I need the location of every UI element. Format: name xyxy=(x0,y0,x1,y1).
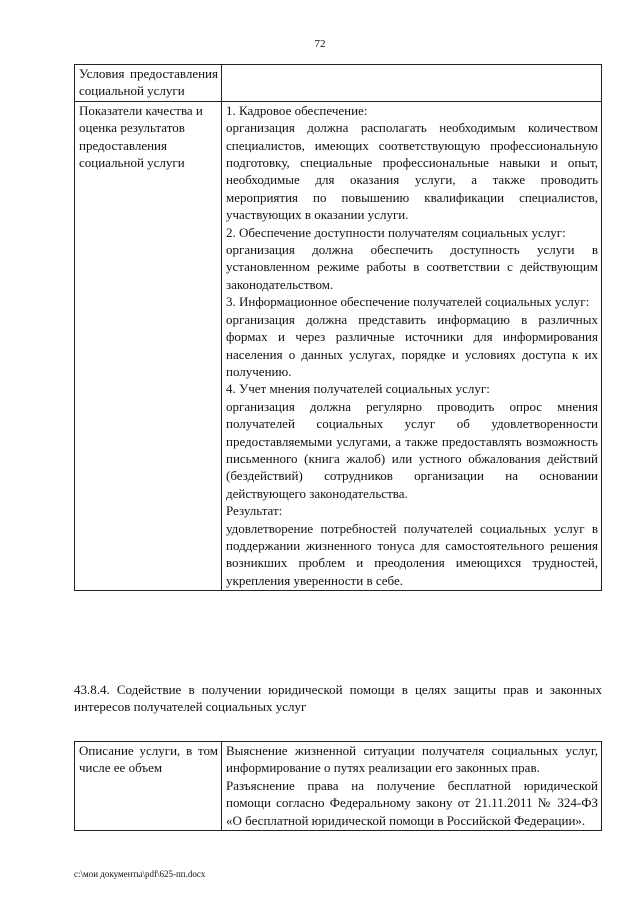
table-row xyxy=(75,101,602,590)
quality-indicators-content xyxy=(222,101,602,590)
quality-indicators-label: Показатели качества и оценка результатов предоставления социальной услуги xyxy=(75,101,222,590)
service-description-content xyxy=(222,742,602,831)
staffing-heading: 1. Кадровое обеспечение: xyxy=(226,102,368,118)
table-row xyxy=(75,65,602,102)
table-row xyxy=(75,742,602,831)
result-heading: Результат: xyxy=(226,503,283,519)
feedback-text: организация должна регулярно проводить опрос мнения получателей социальных услуг об удовлетворенности предоставляемыми услугами, а также предоставлять возможность письменного (книга жалоб) или устного обжалования действий (бездействий) сотрудников организации на основании действующего законодательства. xyxy=(226,398,598,501)
feedback-heading: 4. Учет мнения получателей социальных услуг: xyxy=(226,381,490,397)
conditions-label: Условия предоставления социальной услуги xyxy=(75,65,222,102)
service-table-conditions xyxy=(74,64,602,591)
accessibility-text: организация должна обеспечить доступность услуги в установленном режиме работы в соответствии с действующим законодательством. xyxy=(226,242,598,292)
file-path-footer: c:\мои документы\pdf\625-пп.docx xyxy=(74,869,206,879)
section-heading-43-8-4: 43.8.4. Содействие в получении юридической помощи в целях защиты прав и законных интересов получателей социальных услуг xyxy=(74,682,602,715)
situation-clarification-text: Выяснение жизненной ситуации получателя социальных услуг, информирование о путях реализации его законных прав. xyxy=(226,743,598,776)
conditions-value xyxy=(222,65,602,102)
service-description-label: Описание услуги, в том числе ее объем xyxy=(75,742,222,831)
service-table-legal-aid xyxy=(74,741,602,831)
information-text: организация должна представить информацию в различных формах и через различные источники для информирования населения о данных услугах, порядке и условиях доступа к их получению. xyxy=(226,311,598,379)
accessibility-heading: 2. Обеспечение доступности получателям социальных услуг: xyxy=(226,224,566,240)
staffing-text: организация должна располагать необходимым количеством специалистов, имеющих соответствующую профессиональную подготовку, специальные профессиональные навыки и опыт, необходимые для оказания услуги, а также проводить мероприятия по повышению квалификации специалистов, участвующих в оказании услуги. xyxy=(226,120,598,223)
result-text: удовлетворение потребностей получателей социальных услуг в поддержании жизненного тонуса для самостоятельного решения возникших проблем и преодоления имеющихся трудностей, укрепления уверенности в себе. xyxy=(226,520,598,588)
information-heading: 3. Информационное обеспечение получателей социальных услуг: xyxy=(226,294,590,310)
legal-aid-explanation-text: Разъяснение права на получение бесплатной юридической помощи согласно Федеральному закону от 21.11.2011 № 324-ФЗ «О бесплатной юридической помощи в Российской Федерации». xyxy=(226,777,598,828)
page-number: 72 xyxy=(314,38,326,50)
